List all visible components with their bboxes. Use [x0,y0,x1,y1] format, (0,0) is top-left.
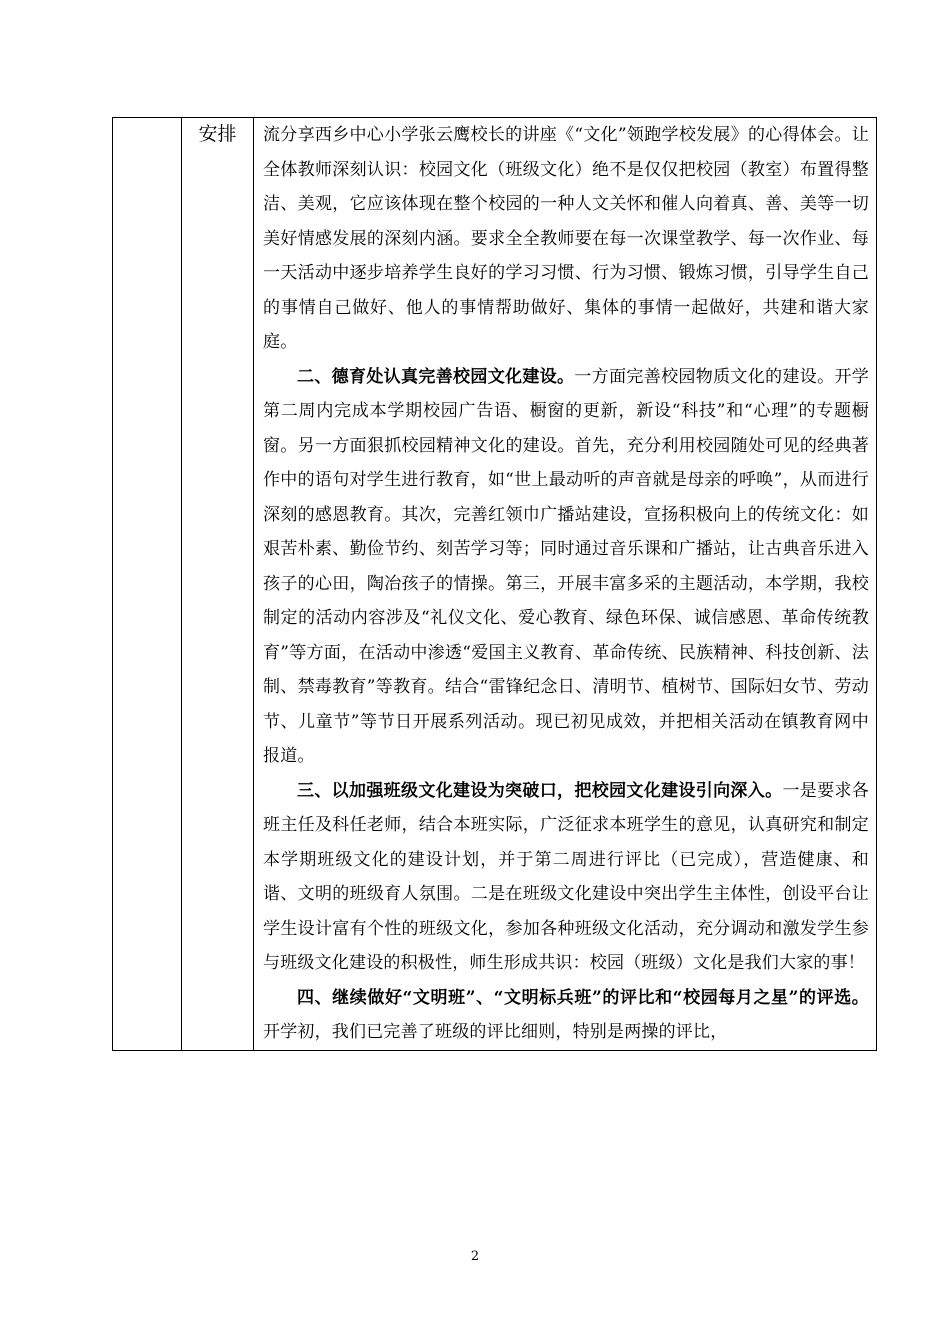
paragraph-2 [263,360,869,774]
paragraph-2-heading: 二、德育处认真完善校园文化建设。 [297,366,575,387]
paragraph-4-heading: 四、继续做好“文明班”、“文明标兵班”的评比和“校园每月之星”的评选。 [297,987,869,1008]
content-cell [254,118,877,1051]
page-number: 2 [470,1249,480,1264]
table-row [113,118,877,1051]
paragraph-3-heading: 三、以加强班级文化建设为突破口，把校园文化建设引向深入。 [297,780,783,801]
paragraph-1 [263,118,869,360]
paragraph-4 [263,981,869,1050]
paragraph-3 [263,774,869,981]
paragraph-3-text: 一是要求各班主任及科任老师，结合本班实际，广泛征求本班学生的意见，认真研究和制定本学期班级文化的建设计划，并于第二周进行评比（已完成），营造健康、和谐、文明的班级育人氛围。二是在班级文化建设中突出学生主体性，创设平台让学生设计富有个性的班级文化，参加各种班级文化活动，充分调动和激发学生参与班级文化建设的积极性，师生形成共识：校园（班级）文化是我们大家的事！ [263,780,870,973]
plan-table [112,117,877,1051]
paragraph-1-text: 流分享西乡中心小学张云鹰校长的讲座《“文化”领跑学校发展》的心得体会。让全体教师深刻认识：校园文化（班级文化）绝不是仅仅把校园（教室）布置得整洁、美观，它应该体现在整个校园的一种人文关怀和催人向着真、善、美等一切美好情感发展的深刻内涵。要求全全教师要在每一次课堂教学、每一次作业、每一天活动中逐步培养学生良好的学习习惯、行为习惯、锻炼习惯，引导学生自己的事情自己做好、他人的事情帮助做好、集体的事情一起做好，共建和谐大家庭。 [263,125,869,352]
blank-column-cell [113,118,182,1051]
label-cell [182,118,254,1051]
paragraph-2-text: 一方面完善校园物质文化的建设。开学第二周内完成本学期校园广告语、橱窗的更新，新设“科技”和“心理”的专题橱窗。另一方面狠抓校园精神文化的建设。首先，充分利用校园随处可见的经典著作中的语句对学生进行教育，如“世上最动听的声音就是母亲的呼唤”，从而进行深刻的感恩教育。其次，完善红领巾广播站建设，宣扬积极向上的传统文化：如艰苦朴素、勤俭节约、刻苦学习等；同时通过音乐课和广播站，让古典音乐进入孩子的心田，陶冶孩子的情操。第三，开展丰富多采的主题活动，本学期，我校制定的活动内容涉及“礼仪文化、爱心教育、绿色环保、诚信感恩、革命传统教育”等方面，在活动中渗透“爱国主义教育、革命传统、民族精神、科技创新、法制、禁毒教育”等教育。结合“雷锋纪念日、清明节、植树节、国际妇女节、劳动节、儿童节”等节日开展系列活动。现已初见成效，并把相关活动在镇教育网中报道。 [263,366,870,766]
paragraph-4-text: 开学初，我们已完善了班级的评比细则，特别是两操的评比， [263,1022,728,1042]
content-body [254,118,876,1050]
row-label: 安排 [198,123,237,145]
